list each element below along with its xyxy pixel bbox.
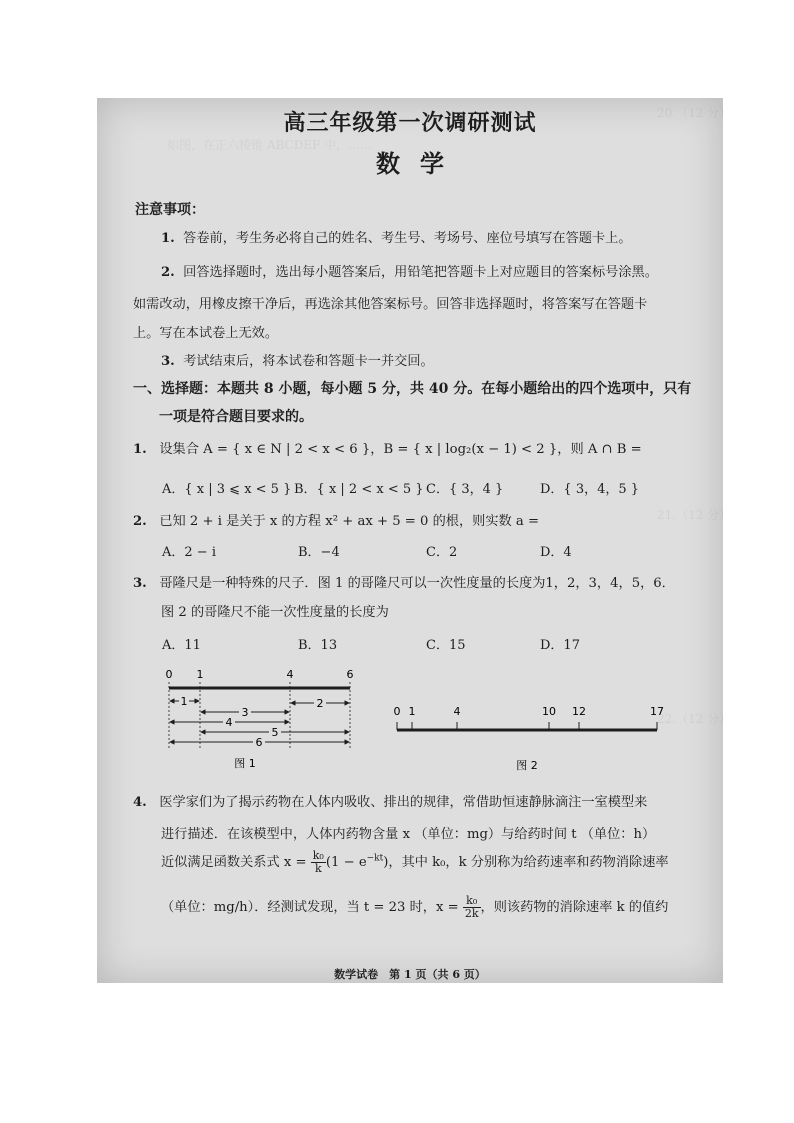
page-footer: 数学试卷 第 1 页（共 6 页） bbox=[334, 968, 486, 981]
bleed-through-text: 21.（12 分） bbox=[657, 508, 732, 522]
fig1-span-label: 2 bbox=[316, 697, 324, 710]
q3-option-b: B．13 bbox=[298, 638, 338, 653]
fig1-tick-label: 4 bbox=[286, 668, 294, 681]
question-stem: 已知 2 + i 是关于 x 的方程 x² + ax + 5 = 0 的根，则实数 a = bbox=[159, 514, 540, 529]
question-number: 4. bbox=[133, 795, 147, 810]
notice-item-2-cont: 上。写在本试卷上无效。 bbox=[133, 326, 279, 341]
q2-option-b: B．−4 bbox=[298, 545, 340, 560]
bleed-through-text: 20.（12 分） bbox=[657, 106, 732, 120]
formula-text: （单位：mg/h）．经测试发现，当 t = 23 时，x = bbox=[161, 900, 459, 915]
q1-option-d: D．{ 3，4，5 } bbox=[540, 482, 640, 497]
section-heading: 一、选择题：本题共 8 小题，每小题 5 分，共 40 分。在每小题给出的四个选项中，只有 bbox=[133, 381, 692, 397]
question-stem: 设集合 A = { x ∈ N | 2 < x < 6 }，B = { x | log₂(x − 1) < 2 }，则 A ∩ B = bbox=[159, 442, 642, 457]
fig1-tick-label: 1 bbox=[196, 668, 204, 681]
fig2-tick-label: 10 bbox=[542, 705, 556, 718]
figure-1-ruler bbox=[157, 666, 367, 778]
exponent: −kt bbox=[366, 853, 384, 864]
q1-option-a: A．{ x | 3 ⩽ x < 5 } bbox=[162, 482, 292, 497]
formula-text: (1 − e bbox=[325, 855, 367, 870]
item-number: 1. bbox=[161, 231, 175, 246]
item-text: 回答选择题时，选出每小题答案后，用铅笔把答题卡上对应题目的答案标号涂黑。 bbox=[183, 265, 658, 280]
fig1-tick-label: 6 bbox=[346, 668, 354, 681]
bleed-through-text: 如图，在正六棱锥 ABCDEF 中，…… bbox=[167, 138, 373, 152]
fraction bbox=[311, 850, 326, 875]
question-4-cont: 进行描述．在该模型中，人体内药物含量 x （单位：mg）与给药时间 t （单位：h） bbox=[161, 827, 656, 842]
question-stem: 哥隆尺是一种特殊的尺子．图 1 的哥隆尺可以一次性度量的长度为1，2，3，4，5，6． bbox=[159, 576, 675, 591]
figure-2-ruler bbox=[387, 702, 673, 782]
question-number: 2. bbox=[133, 514, 147, 529]
exam-page bbox=[97, 98, 732, 983]
question-number: 3. bbox=[133, 576, 147, 591]
question-stem: 医学家们为了揭示药物在人体内吸收、排出的规律，常借助恒速静脉滴注一室模型来 bbox=[159, 795, 648, 810]
fig1-span-label: 3 bbox=[241, 706, 249, 719]
q2-option-c: C．2 bbox=[426, 545, 458, 560]
item-number: 2. bbox=[161, 265, 175, 280]
fig1-span-label: 4 bbox=[225, 716, 233, 729]
bleed-through-text: 22.（12 分） bbox=[657, 712, 732, 726]
fig2-caption: 图 2 bbox=[516, 759, 538, 772]
fig2-tick-label: 4 bbox=[453, 705, 461, 718]
numerator: k₀ bbox=[312, 849, 324, 862]
notice-item-2 bbox=[161, 261, 658, 280]
fig2-tick-label: 12 bbox=[572, 705, 586, 718]
numerator: k₀ bbox=[463, 895, 481, 908]
denominator: k bbox=[314, 862, 322, 875]
question-3-cont: 图 2 的哥隆尺不能一次性度量的长度为 bbox=[161, 605, 389, 620]
formula-text: 近似满足函数关系式 x = bbox=[161, 855, 307, 870]
denominator: 2k bbox=[464, 907, 479, 920]
fraction bbox=[463, 895, 481, 920]
section-heading-cont: 一项是符合题目要求的。 bbox=[159, 409, 313, 425]
formula-text: ，则该药物的消除速率 k 的值约 bbox=[480, 900, 669, 915]
fig2-tick-label: 0 bbox=[393, 705, 401, 718]
notice-item-1 bbox=[161, 227, 632, 246]
question-4-cont2 bbox=[161, 895, 668, 920]
fig1-span-label: 6 bbox=[255, 736, 263, 749]
subject-title: 数学 bbox=[376, 149, 464, 178]
q2-option-d: D．4 bbox=[540, 545, 572, 560]
question-4-formula bbox=[161, 850, 669, 875]
q3-option-a: A．11 bbox=[162, 638, 201, 653]
notice-heading: 注意事项： bbox=[135, 202, 205, 218]
question-3 bbox=[133, 572, 675, 591]
q3-option-d: D．17 bbox=[540, 638, 580, 653]
question-2 bbox=[133, 510, 539, 529]
q1-option-c: C．{ 3，4 } bbox=[426, 482, 504, 497]
fig1-tick-label: 0 bbox=[165, 668, 173, 681]
q3-option-c: C．15 bbox=[426, 638, 466, 653]
q1-option-b: B．{ x | 2 < x < 5 } bbox=[294, 482, 424, 497]
q2-option-a: A．2 − i bbox=[162, 545, 216, 560]
question-4 bbox=[133, 791, 647, 810]
fig2-tick-label: 1 bbox=[408, 705, 416, 718]
fig2-tick-label: 17 bbox=[650, 705, 664, 718]
item-number: 3. bbox=[161, 354, 175, 369]
fig1-span-label: 1 bbox=[180, 695, 188, 708]
fig1-span-label: 5 bbox=[271, 726, 279, 739]
item-text: 答卷前，考生务必将自己的姓名、考生号、考场号、座位号填写在答题卡上。 bbox=[183, 231, 632, 246]
exam-title: 高三年级第一次调研测试 bbox=[283, 110, 537, 136]
question-1 bbox=[133, 438, 642, 457]
question-number: 1. bbox=[133, 442, 147, 457]
item-text: 考试结束后，将本试卷和答题卡一并交回。 bbox=[183, 354, 434, 369]
notice-item-2-cont: 如需改动，用橡皮擦干净后，再选涂其他答案标号。回答非选择题时，将答案写在答题卡 bbox=[133, 297, 648, 312]
fig1-caption: 图 1 bbox=[234, 757, 256, 770]
formula-text: )，其中 k₀，k 分别称为给药速率和药物消除速率 bbox=[383, 855, 669, 870]
notice-item-3 bbox=[161, 350, 434, 369]
